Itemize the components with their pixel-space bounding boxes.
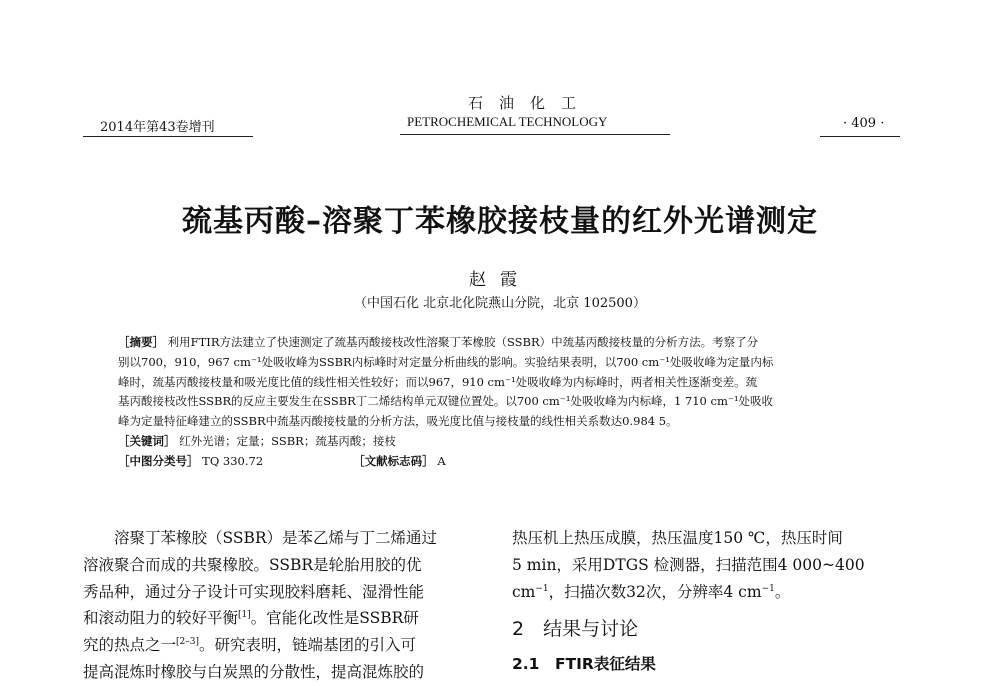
citation-ref: [2–3] xyxy=(176,637,199,648)
journal-name-en: PETROCHEMICAL TECHNOLOGY xyxy=(407,114,608,129)
abstract xyxy=(118,333,878,472)
classification-line xyxy=(118,452,878,472)
abstract-label: ［摘要］ xyxy=(118,335,164,349)
citation-ref: [1] xyxy=(238,610,251,621)
header-rule-center xyxy=(400,134,670,135)
abstract-text: 利用FTIR方法建立了快速测定了巯基丙酸接枝改性溶聚丁苯橡胶（SSBR）中巯基丙酸接枝量的分析方法。考察了分 xyxy=(167,335,759,349)
abstract-line: 别以700，910，967 cm⁻¹处吸收峰为SSBR内标峰时对定量分析曲线的影响。实验结果表明，以700 cm⁻¹处吸收峰为定量内标 xyxy=(118,354,774,369)
subsection-heading: 2.1 FTIR表征结果 xyxy=(512,655,656,673)
body-line: 秀品种，通过分子设计可实现胶料磨耗、湿滑性能 xyxy=(83,582,425,601)
doc-code-label: ［文献标志码］ xyxy=(353,453,434,468)
abstract-line xyxy=(118,333,878,353)
body-line: 热压机上热压成膜，热压温度150 ℃，热压时间 xyxy=(512,529,843,547)
abstract-line: 峰时，巯基丙酸接枝量和吸光度比值的线性相关性较好；而以967，910 cm⁻¹处吸收峰为内标峰时，两者相关性逐渐变差。巯 xyxy=(118,374,758,389)
author-name: 赵霞 xyxy=(469,270,531,290)
body-column-left xyxy=(83,525,483,686)
clc-label: ［中图分类号］ xyxy=(118,453,199,468)
paper-title: 巯基丙酸–溶聚丁苯橡胶接枝量的红外光谱测定 xyxy=(182,204,818,239)
clc-value: TQ 330.72 xyxy=(202,453,264,468)
body-line: 溶聚丁苯橡胶（SSBR）是苯乙烯与丁二烯通过 xyxy=(114,529,438,547)
abstract-line: 峰为定量特征峰建立的SSBR中巯基丙酸接枝量的分析方法，吸光度比值与接枝量的线性相关系数达0.984 5。 xyxy=(118,414,678,429)
body-line: 究的热点之一[2–3]。研究表明，链端基团的引入可 xyxy=(83,636,417,655)
page-number: · 409 · xyxy=(843,116,885,131)
keywords-text: 红外光谱；定量；SSBR；巯基丙酸；接枝 xyxy=(179,433,396,448)
header-rule-right xyxy=(820,136,900,137)
body-line: 和滚动阻力的较好平衡[1]。官能化改性是SSBR研 xyxy=(83,609,419,628)
body-line: 溶液聚合而成的共聚橡胶。SSBR是轮胎用胶的优 xyxy=(83,555,422,574)
body-line: 5 min，采用DTGS 检测器，扫描范围4 000~400 xyxy=(512,555,865,574)
body-line: 提高混炼时橡胶与白炭黑的分散性，提高混炼胶的 xyxy=(83,662,425,681)
body-column-right xyxy=(512,525,912,605)
abstract-line: 基丙酸接枝改性SSBR的反应主要发生在SSBR丁二烯结构单元双键位置处。以700 cm⁻¹处吸收峰为内标峰，1 710 cm⁻¹处吸收 xyxy=(118,394,774,409)
keywords-line xyxy=(118,432,878,452)
issue-info: 2014年第43卷增刊 xyxy=(100,120,215,135)
author-affiliation: （中国石化 北京北化院燕山分院，北京 102500） xyxy=(354,296,646,311)
section-heading: 2 结果与讨论 xyxy=(512,618,639,640)
journal-name-cn: 石油化工 xyxy=(467,94,592,112)
keywords-label: ［关键词］ xyxy=(118,433,176,448)
body-line: $cm^{-1}$，扫描次数32次，分辨率4 $cm^{-1}$。 xyxy=(512,582,791,601)
header-rule-left xyxy=(83,136,253,137)
doc-code-value: A xyxy=(437,453,446,468)
